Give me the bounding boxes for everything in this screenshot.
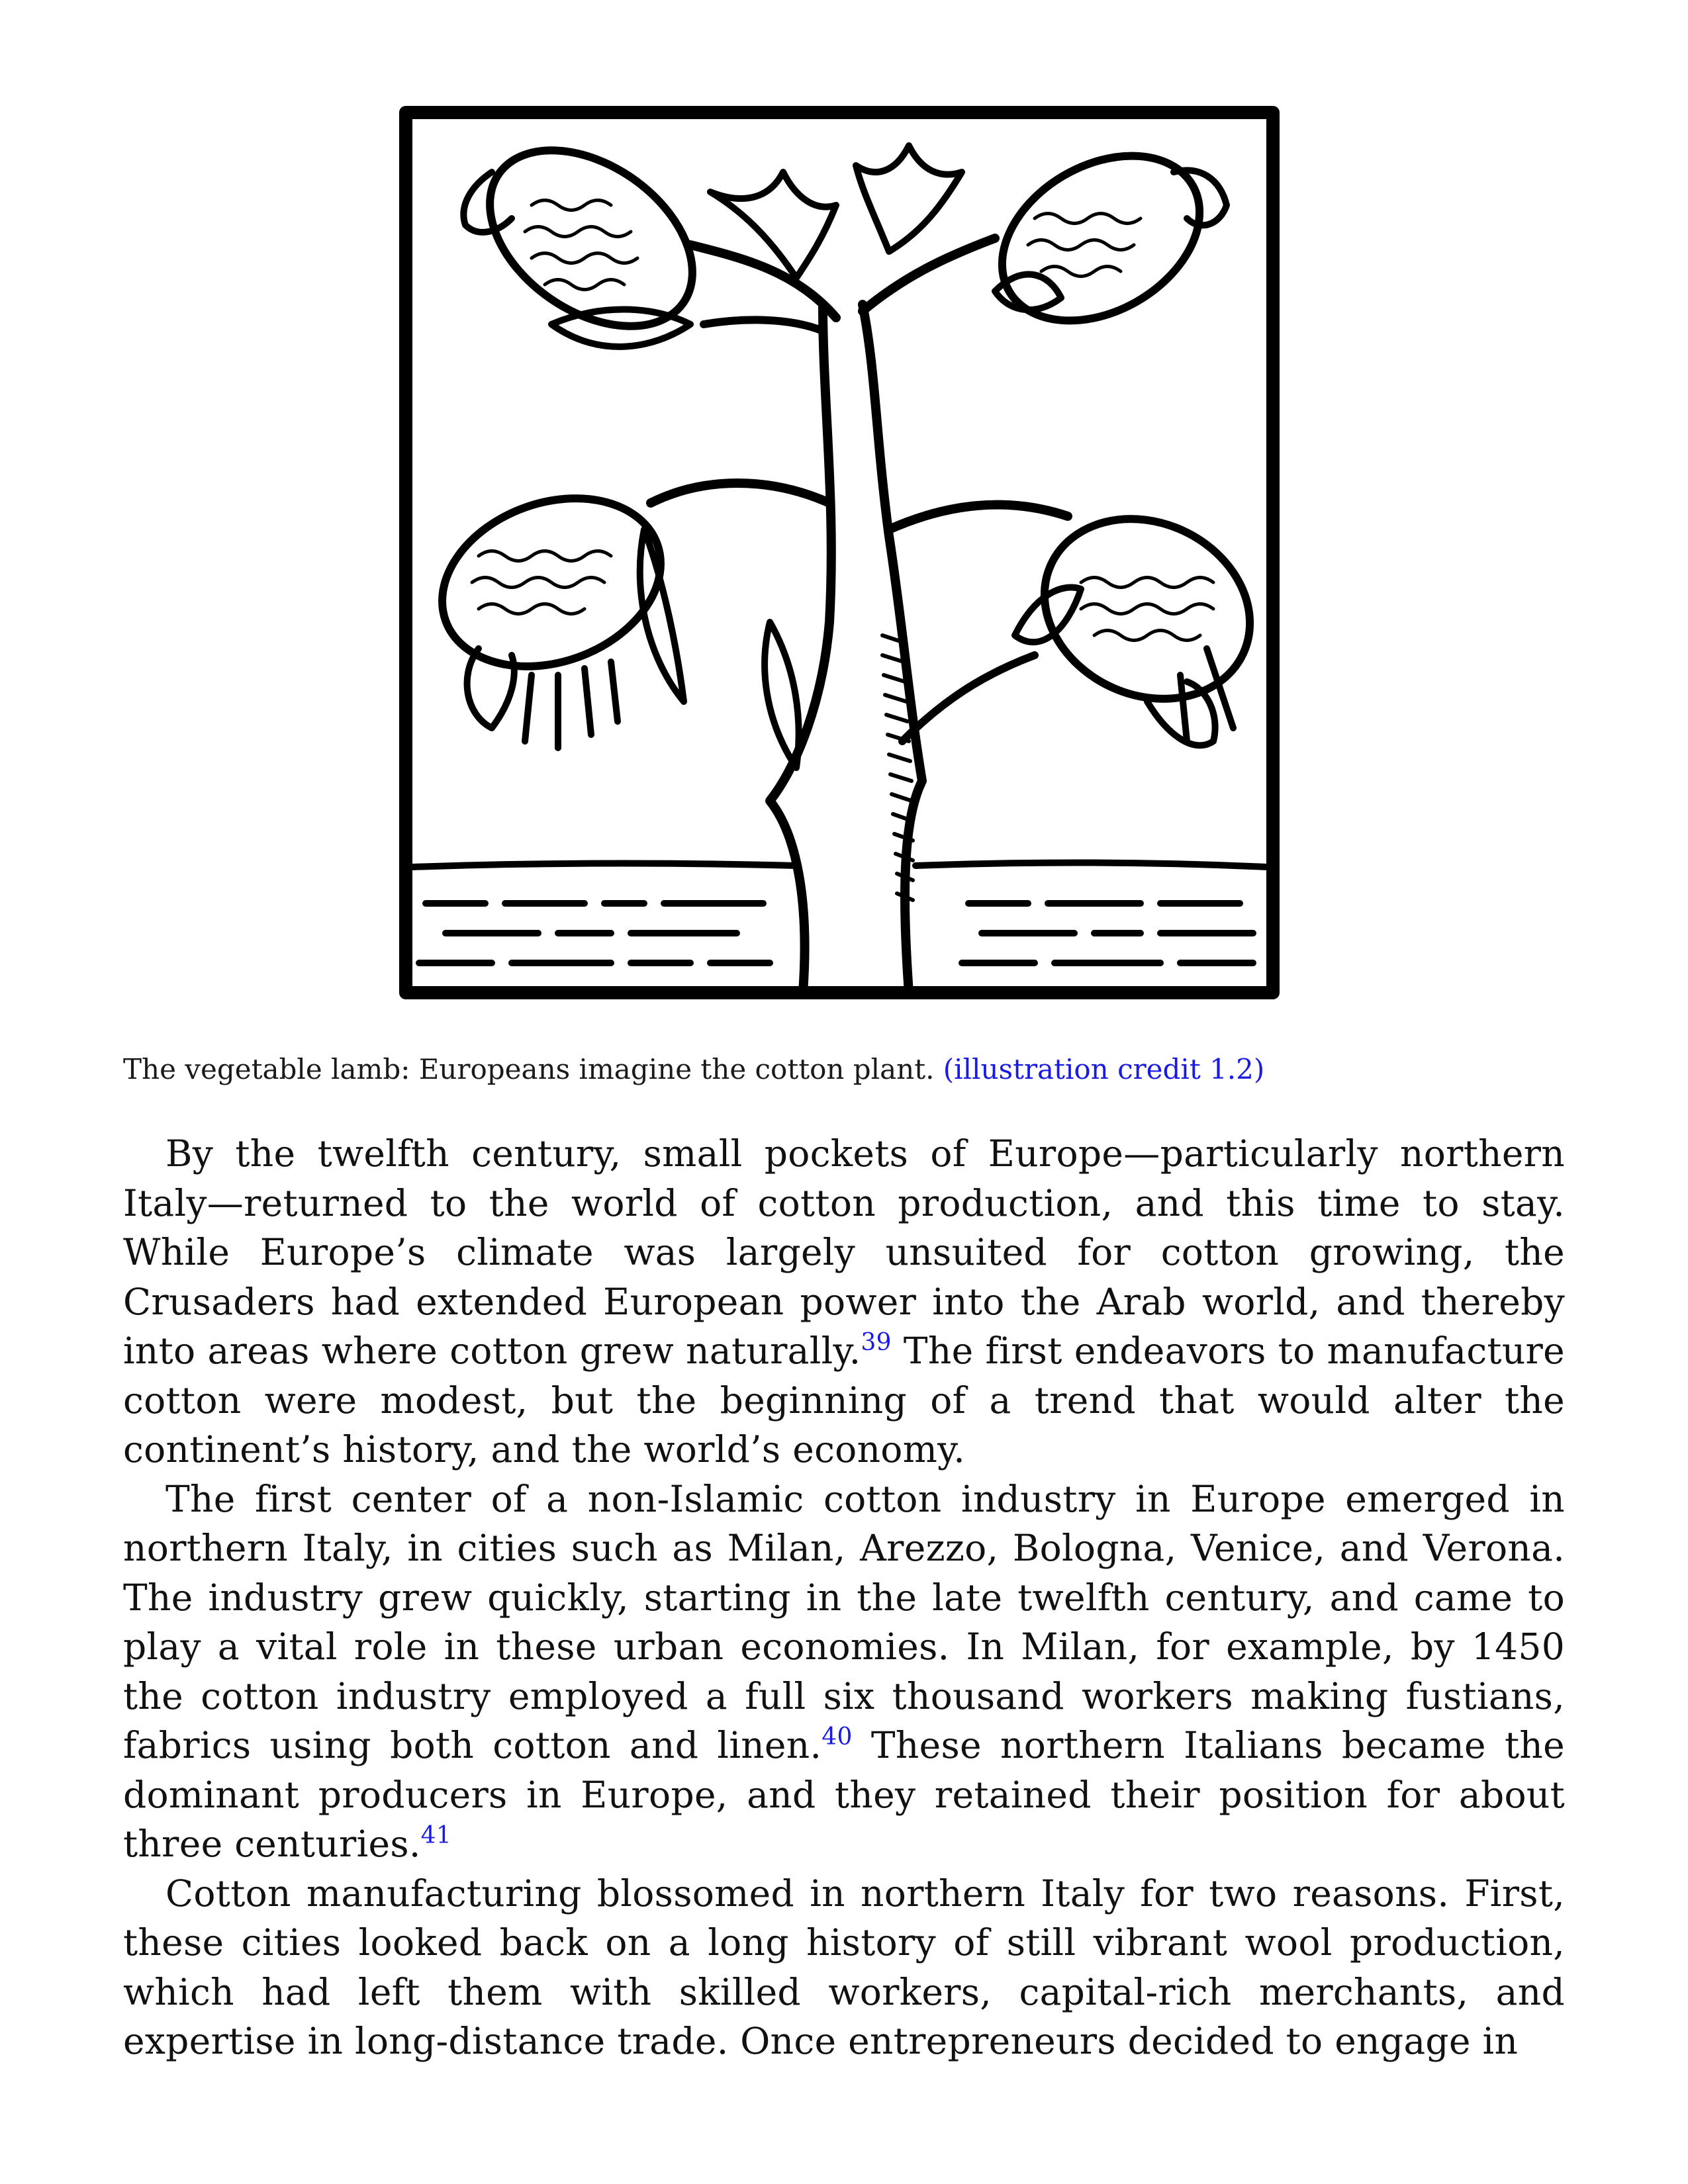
illustration-credit-link[interactable]: (illustration credit 1.2) <box>943 1053 1265 1085</box>
body-text <box>123 1129 1565 2066</box>
paragraph-text: By the twelfth century, small pockets of Europe—particularly northern Italy—returned to the world of cotton production, and this time to stay. While Europe’s climate was largely unsuited for cotton growing, the Crusaders had extended European power into the Arab world, and thereby into areas where cotton grew naturally. <box>123 1132 1565 1372</box>
caption-text: The vegetable lamb: Europeans imagine the cotton plant. <box>123 1053 935 1085</box>
paragraph-text: Cotton manufacturing blossomed in northern Italy for two reasons. First, these cities looked back on a long history of still vibrant wool production, which had left them with skilled workers, capital-rich merchants, and expertise in long-distance trade. Once entrepreneurs decided to engage in <box>123 1872 1565 2062</box>
paragraph-text: The first endeavors to manufacture cotton were modest, but the beginning of a trend that would alter the continent’s history, and the world’s economy. <box>123 1330 1565 1471</box>
footnote-link-41[interactable]: 41 <box>420 1822 452 1849</box>
paragraph <box>123 1475 1565 1869</box>
footnote-link-40[interactable]: 40 <box>821 1723 853 1751</box>
paragraph <box>123 1869 1565 2066</box>
footnote-link-39[interactable]: 39 <box>861 1329 892 1356</box>
paragraph <box>123 1129 1565 1475</box>
paragraph-text: The first center of a non-Islamic cotton industry in Europe emerged in northern Italy, in cities such as Milan, Arezzo, Bologna, Venice, and Verona. The industry grew quickly, starting in the late twelfth century, and came to play a vital role in these urban economies. In Milan, for example, by 1450 the cotton industry employed a full six thousand workers making fustians, fabrics using both cotton and linen. <box>123 1477 1565 1766</box>
vegetable-lamb-illustration <box>399 106 1280 999</box>
figure-caption <box>123 1050 1579 1089</box>
paragraph-text: These northern Italians became the dominant producers in Europe, and they retained their position for about three centuries. <box>123 1724 1566 1865</box>
